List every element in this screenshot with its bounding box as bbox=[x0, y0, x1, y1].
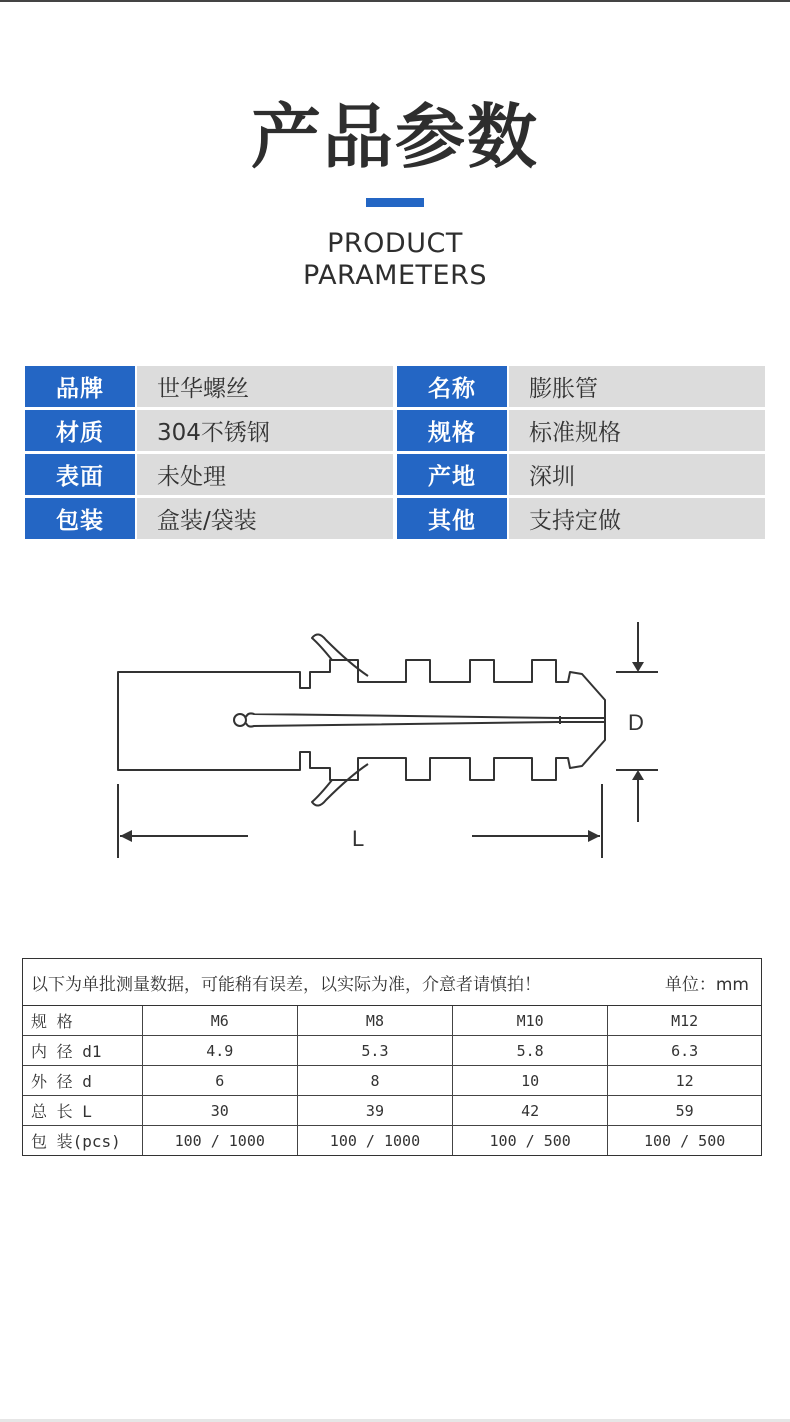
table-cell: 外 径 d bbox=[23, 1066, 142, 1096]
param-value: 深圳 bbox=[509, 454, 765, 495]
dim-arrow-top bbox=[632, 662, 644, 672]
param-label: 产地 bbox=[397, 454, 507, 495]
param-value: 世华螺丝 bbox=[137, 366, 393, 407]
table-cell: 100 / 1000 bbox=[142, 1126, 297, 1156]
table-cell: 59 bbox=[608, 1096, 761, 1126]
spec-unit: 单位：mm bbox=[664, 974, 749, 995]
table-cell: M8 bbox=[297, 1006, 452, 1036]
dim-arrow-left bbox=[120, 830, 132, 842]
param-cell bbox=[397, 454, 765, 495]
param-cell bbox=[397, 498, 765, 539]
size-spec-table bbox=[22, 958, 762, 1156]
param-label: 其他 bbox=[397, 498, 507, 539]
param-label: 品牌 bbox=[25, 366, 135, 407]
spec-note-row bbox=[23, 959, 761, 1006]
page-title: 产品参数 bbox=[251, 96, 539, 178]
anchor-slot bbox=[246, 713, 605, 726]
dim-label-d: D bbox=[628, 710, 644, 735]
table-cell: 100 / 500 bbox=[453, 1126, 608, 1156]
anchor-dimension-drawing bbox=[100, 600, 680, 880]
param-cell bbox=[25, 366, 393, 407]
param-value: 膨胀管 bbox=[509, 366, 765, 407]
param-cell bbox=[25, 410, 393, 451]
table-cell: 39 bbox=[297, 1096, 452, 1126]
param-label: 材质 bbox=[25, 410, 135, 451]
table-cell: 12 bbox=[608, 1066, 761, 1096]
dim-arrow-right bbox=[588, 830, 600, 842]
table-cell: 42 bbox=[453, 1096, 608, 1126]
table-cell: 6 bbox=[142, 1066, 297, 1096]
table-cell: 30 bbox=[142, 1096, 297, 1126]
table-row bbox=[23, 1036, 761, 1066]
param-cell bbox=[25, 454, 393, 495]
table-cell: 6.3 bbox=[608, 1036, 761, 1066]
page-subtitle bbox=[0, 228, 790, 292]
param-label: 规格 bbox=[397, 410, 507, 451]
title-accent-bar bbox=[366, 198, 424, 207]
param-row bbox=[25, 366, 765, 407]
param-value: 标准规格 bbox=[509, 410, 765, 451]
table-cell: 5.3 bbox=[297, 1036, 452, 1066]
param-value: 未处理 bbox=[137, 454, 393, 495]
table-cell: 总 长 L bbox=[23, 1096, 142, 1126]
table-row bbox=[23, 1006, 761, 1036]
table-cell: 100 / 500 bbox=[608, 1126, 761, 1156]
table-row bbox=[23, 1066, 761, 1096]
table-cell: 4.9 bbox=[142, 1036, 297, 1066]
parameter-table bbox=[25, 366, 765, 542]
param-value: 盒装/袋装 bbox=[137, 498, 393, 539]
param-row bbox=[25, 454, 765, 495]
spec-disclaimer: 以下为单批测量数据，可能稍有误差，以实际为准，介意者请慎拍！ bbox=[31, 974, 541, 995]
table-row bbox=[23, 1126, 761, 1156]
param-label: 表面 bbox=[25, 454, 135, 495]
param-cell bbox=[397, 410, 765, 451]
dim-arrow-bottom bbox=[632, 770, 644, 780]
subtitle-line-1: PRODUCT bbox=[327, 228, 463, 259]
param-row bbox=[25, 410, 765, 451]
anchor-top-wing bbox=[312, 634, 368, 676]
table-cell: 5.8 bbox=[453, 1036, 608, 1066]
table-cell: M6 bbox=[142, 1006, 297, 1036]
table-cell: M12 bbox=[608, 1006, 761, 1036]
param-label: 包装 bbox=[25, 498, 135, 539]
dim-label-l: L bbox=[352, 826, 365, 851]
param-cell bbox=[25, 498, 393, 539]
param-value: 304不锈钢 bbox=[137, 410, 393, 451]
spec-grid bbox=[23, 1006, 761, 1155]
param-cell bbox=[397, 366, 765, 407]
param-label: 名称 bbox=[397, 366, 507, 407]
anchor-bottom-wing bbox=[312, 764, 368, 806]
param-row bbox=[25, 498, 765, 539]
top-divider bbox=[0, 0, 790, 2]
table-cell: 规 格 bbox=[23, 1006, 142, 1036]
table-cell: 包 装(pcs) bbox=[23, 1126, 142, 1156]
table-cell: M10 bbox=[453, 1006, 608, 1036]
table-cell: 内 径 d1 bbox=[23, 1036, 142, 1066]
table-cell: 100 / 1000 bbox=[297, 1126, 452, 1156]
anchor-body-outline bbox=[118, 660, 605, 780]
table-cell: 8 bbox=[297, 1066, 452, 1096]
anchor-slot-hole bbox=[234, 714, 246, 726]
subtitle-line-2: PARAMETERS bbox=[303, 260, 487, 291]
table-cell: 10 bbox=[453, 1066, 608, 1096]
table-row bbox=[23, 1096, 761, 1126]
param-value: 支持定做 bbox=[509, 498, 765, 539]
